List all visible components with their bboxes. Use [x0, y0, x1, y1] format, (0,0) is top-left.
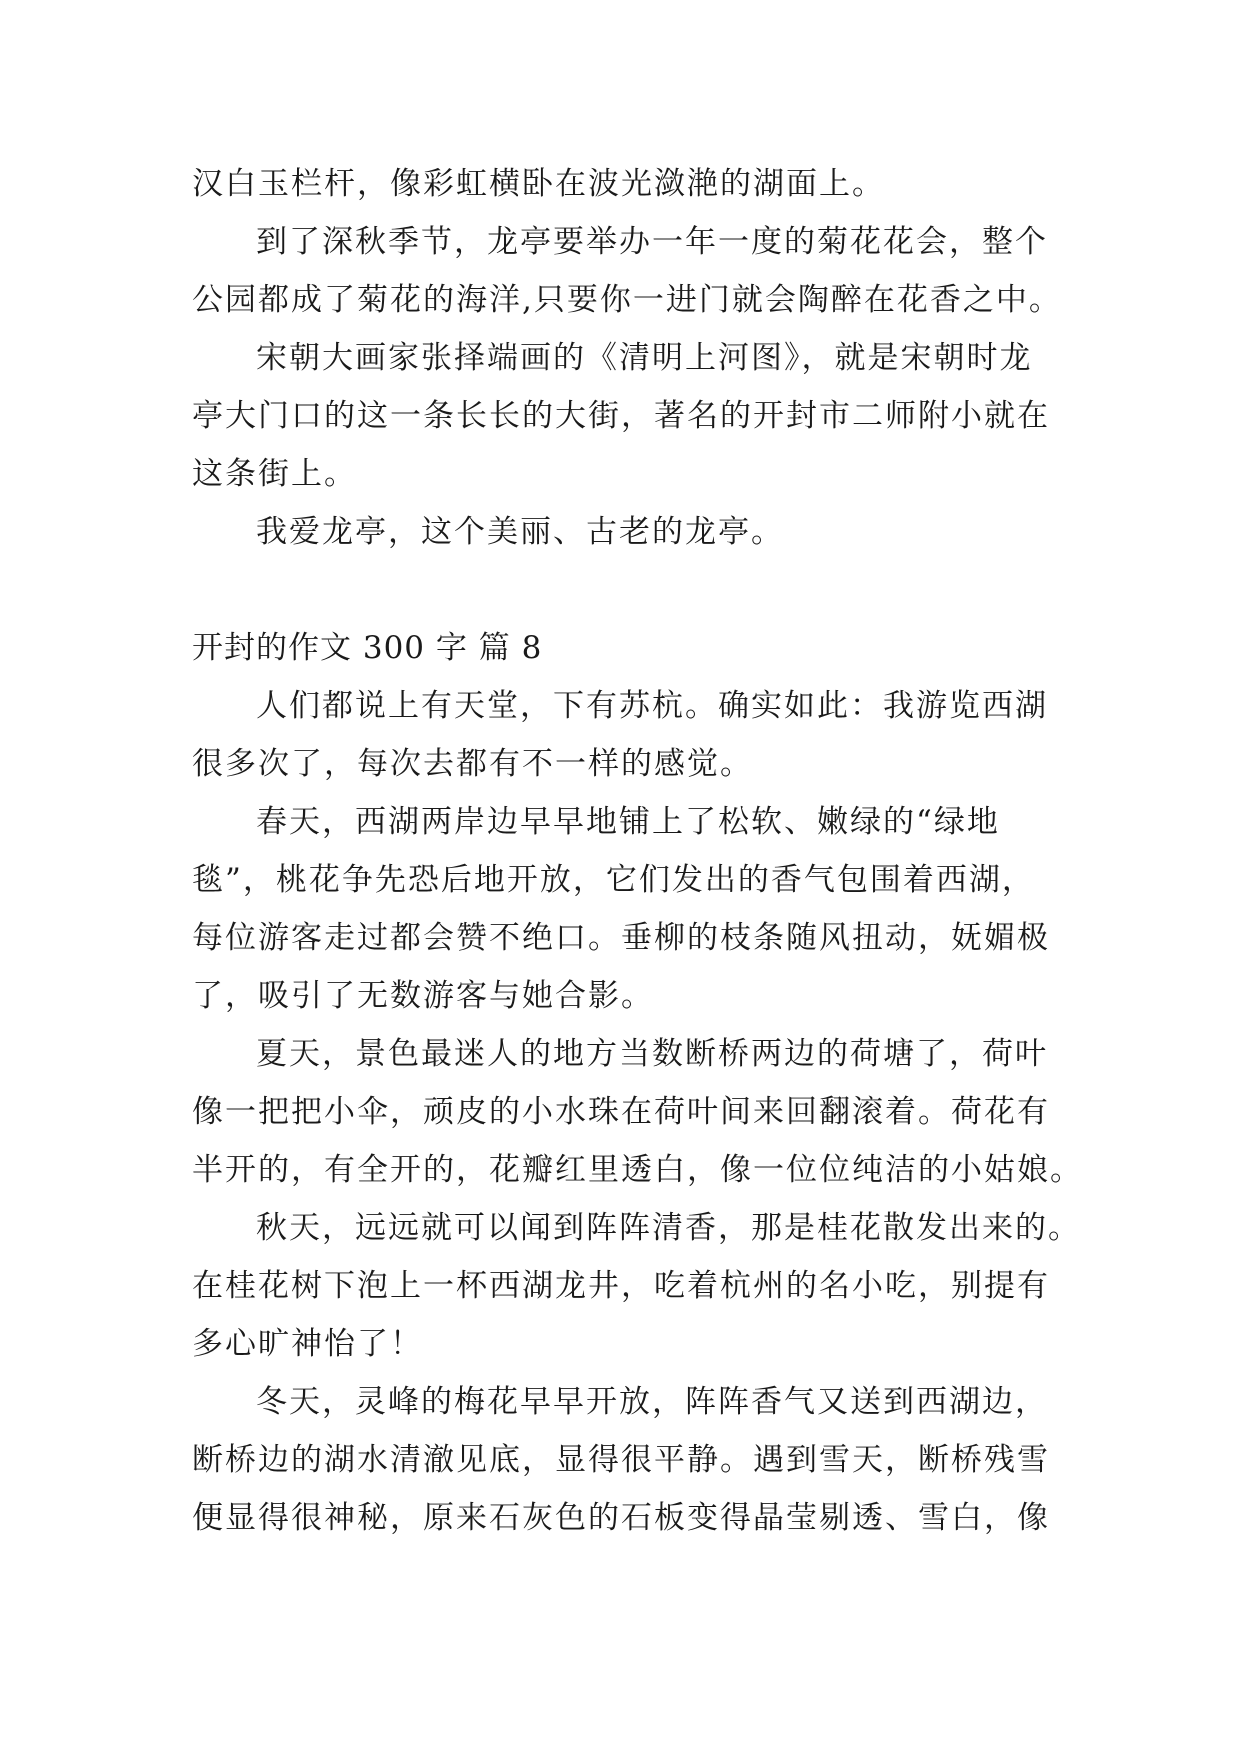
- paragraph-first-line: 春天，西湖两岸边早早地铺上了松软、嫩绿的“绿地: [256, 804, 1000, 840]
- text-line: 半开的，有全开的，花瓣红里透白，像一位位纯洁的小姑娘。: [192, 1152, 1083, 1188]
- text-line: 很多次了，每次去都有不一样的感觉。: [192, 746, 753, 782]
- text-line: 毯”，桃花争先恐后地开放，它们发出的香气包围着西湖，: [192, 862, 1035, 898]
- text-line: 在桂花树下泡上一杯西湖龙井，吃着杭州的名小吃，别提有: [192, 1268, 1050, 1304]
- text-line: 汉白玉栏杆，像彩虹横卧在波光潋滟的湖面上。: [192, 166, 885, 202]
- text-line: 断桥边的湖水清澈见底，显得很平静。遇到雪天，断桥残雪: [192, 1442, 1050, 1478]
- paragraph-first-line: 到了深秋季节，龙亭要举办一年一度的菊花花会，整个: [256, 224, 1048, 260]
- paragraph-first-line: 夏天，景色最迷人的地方当数断桥两边的荷塘了，荷叶: [256, 1036, 1048, 1072]
- text-line: 多心旷神怡了！: [192, 1326, 423, 1362]
- text-line: 了，吸引了无数游客与她合影。: [192, 978, 654, 1014]
- text-line: 亭大门口的这一条长长的大街，著名的开封市二师附小就在: [192, 398, 1050, 434]
- text-line: 便显得很神秘，原来石灰色的石板变得晶莹剔透、雪白，像: [192, 1500, 1050, 1536]
- text-line: 每位游客走过都会赞不绝口。垂柳的枝条随风扭动，妩媚极: [192, 920, 1050, 956]
- paragraph-first-line: 宋朝大画家张择端画的《清明上河图》，就是宋朝时龙: [256, 340, 1033, 376]
- text-line: 像一把把小伞，顽皮的小水珠在荷叶间来回翻滚着。荷花有: [192, 1094, 1050, 1130]
- text-line: 公园都成了菊花的海洋,只要你一进门就会陶醉在花香之中。: [192, 282, 1062, 318]
- paragraph-first-line: 人们都说上有天堂，下有苏杭。确实如此：我游览西湖: [256, 688, 1048, 724]
- paragraph-first-line: 冬天，灵峰的梅花早早开放，阵阵香气又送到西湖边，: [256, 1384, 1048, 1420]
- paragraph-first-line: 秋天，远远就可以闻到阵阵清香，那是桂花散发出来的。: [256, 1210, 1081, 1246]
- paragraph-first-line: 我爱龙亭，这个美丽、古老的龙亭。: [256, 514, 784, 550]
- section-heading: 开封的作文 300 字 篇 8: [192, 630, 543, 666]
- text-line: 这条街上。: [192, 456, 357, 492]
